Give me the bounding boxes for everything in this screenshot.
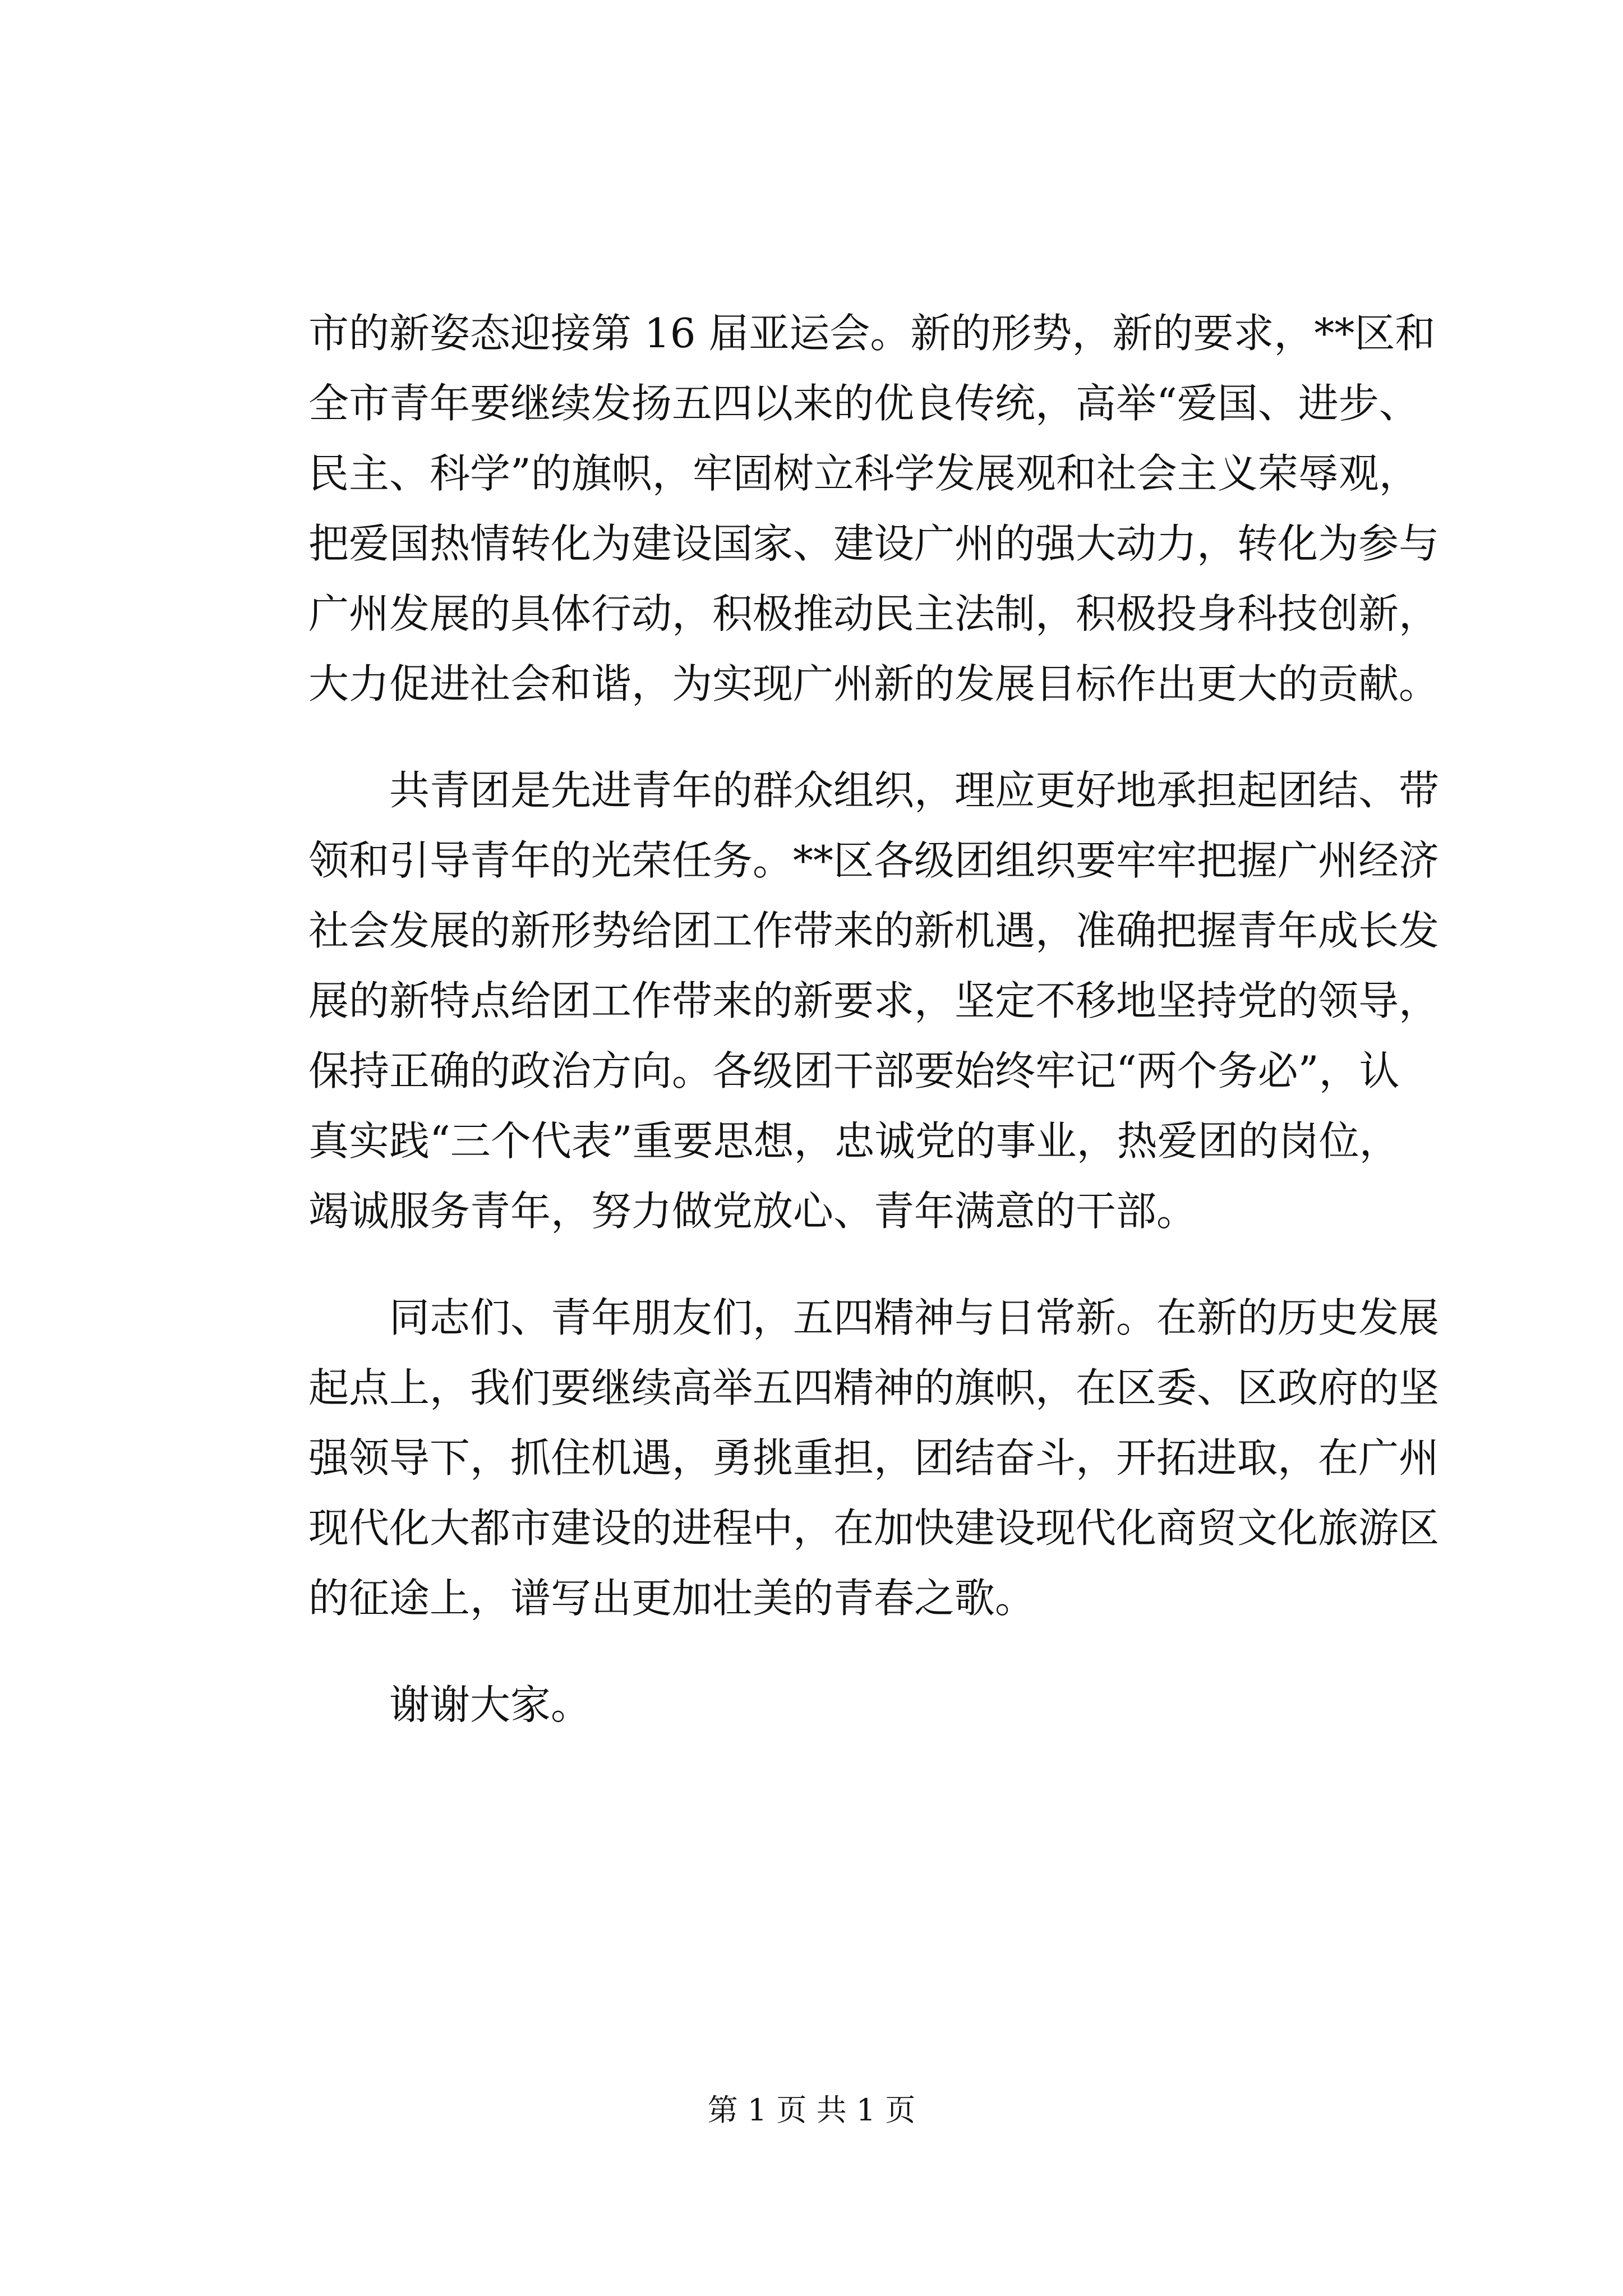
page-footer: 第 1 页 共 1 页: [707, 2092, 916, 2128]
paragraph-3-line-2: 起点上，我们要继续高举五四精神的旗帜，在区委、区政府的坚: [308, 1364, 1440, 1411]
paragraph-3-line-3: 强领导下，抓住机遇，勇挑重担，团结奋斗，开拓进取，在广州: [308, 1434, 1440, 1481]
paragraph-2-line-1: 共青团是先进青年的群众组织，理应更好地承担起团结、带: [389, 767, 1440, 814]
paragraph-3-line-5: 的征途上，谱写出更加壮美的青春之歌。: [308, 1575, 1036, 1622]
paragraph-2-line-3: 社会发展的新形势给团工作带来的新机遇，准确把握青年成长发: [308, 907, 1440, 954]
paragraph-2-line-2: 领和引导青年的光荣任务。**区各级团组织要牢牢把握广州经济: [308, 837, 1440, 884]
paragraph-1-line-2: 全市青年要继续发扬五四以来的优良传统，高举“爱国、进步、: [308, 380, 1419, 427]
paragraph-3-line-4: 现代化大都市建设的进程中，在加快建设现代化商贸文化旅游区: [308, 1504, 1440, 1552]
paragraph-1-line-4: 把爱国热情转化为建设国家、建设广州的强大动力，转化为参与: [308, 520, 1440, 567]
paragraph-4-line-1: 谢谢大家。: [389, 1681, 592, 1728]
paragraph-1-line-6: 大力促进社会和谐，为实现广州新的发展目标作出更大的贡献。: [308, 660, 1440, 707]
paragraph-2-line-7: 竭诚服务青年，努力做党放心、青年满意的干部。: [308, 1188, 1197, 1235]
paragraph-2-line-5: 保持正确的政治方向。各级团干部要始终牢记“两个务必”，认: [308, 1047, 1400, 1094]
paragraph-3-line-1: 同志们、青年朋友们，五四精神与日常新。在新的历史发展: [389, 1294, 1440, 1341]
paragraph-1-line-5: 广州发展的具体行动，积极推动民主法制，积极投身科技创新，: [308, 590, 1440, 637]
paragraph-1-line-3: 民主、科学”的旗帜，牢固树立科学发展观和社会主义荣辱观，: [308, 450, 1419, 497]
paragraph-2-line-4: 展的新特点给团工作带来的新要求，坚定不移地坚持党的领导，: [308, 977, 1440, 1024]
paragraph-2-line-6: 真实践“三个代表”重要思想，忠诚党的事业，热爱团的岗位，: [308, 1117, 1400, 1165]
paragraph-1-line-1: 市的新姿态迎接第 16 届亚运会。新的形势，新的要求，**区和: [308, 310, 1436, 357]
